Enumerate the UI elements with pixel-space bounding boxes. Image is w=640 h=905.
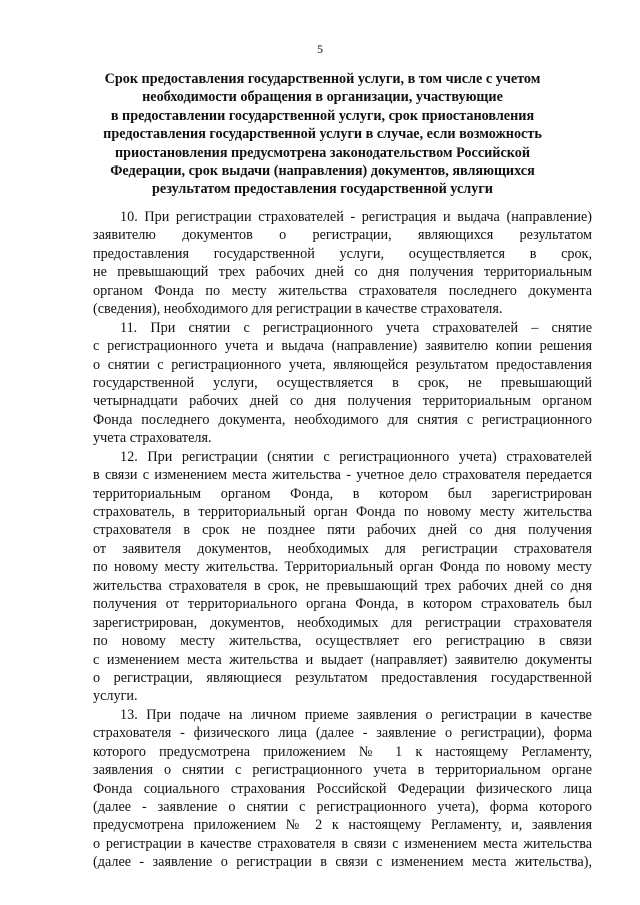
text-line: по новому месту жительства. Территориальный орган Фонда по новому месту xyxy=(93,559,592,576)
paragraph-12 xyxy=(93,448,592,706)
text-line: (далее - заявление о регистрации в связи с изменением места жительства), xyxy=(93,854,592,871)
text-line: государственной услуги, осуществляется в срок, не превышающий xyxy=(93,374,592,391)
text-line: страхователя - физического лица (далее - заявление о регистрации), форма xyxy=(93,725,592,742)
text-line: в связи с изменением места жительства - учетное дело страхователя передается xyxy=(93,467,592,484)
text-line: с регистрационного учета и выдача (направление) заявителю копии решения xyxy=(93,338,592,355)
text-line: зарегистрирован, документов, необходимых для регистрации страхователя xyxy=(93,614,592,631)
text-line: предусмотрена приложением № 2 к настоящему Регламенту, и, заявления xyxy=(93,817,592,834)
text-line: предоставления государственной услуги, осуществляется в срок, xyxy=(93,245,592,262)
section-heading xyxy=(95,70,550,199)
text-line: учета страхователя. xyxy=(93,430,212,447)
page-number: 5 xyxy=(317,42,323,56)
text-line: о снятии с регистрационного учета, являющейся результатом предоставления xyxy=(93,356,592,373)
text-line: услуги. xyxy=(93,688,138,705)
text-line: 12. При регистрации (снятии с регистрационного учета) страхователей xyxy=(120,448,592,465)
text-line: от заявителя документов, необходимых для регистрации страхователя xyxy=(93,540,592,557)
paragraph-13 xyxy=(93,706,592,872)
text-line: с изменением места жительства и выдает (направляет) заявителю документы xyxy=(93,651,592,668)
heading-line: Срок предоставления государственной услуги, в том числе с учетом xyxy=(104,71,541,87)
text-line: которого предусмотрена приложением № 1 к настоящему Регламенту, xyxy=(93,743,592,760)
heading-line: предоставления государственной услуги в случае, если возможность xyxy=(103,126,542,143)
text-line: территориальным органом Фонда, в котором был зарегистрирован xyxy=(93,485,592,502)
text-line: 13. При подаче на личном приеме заявления о регистрации в качестве xyxy=(120,706,592,723)
text-line: (сведения), необходимого для регистрации в качестве страхователя. xyxy=(93,301,503,318)
text-line: 10. При регистрации страхователей - регистрация и выдача (направление) xyxy=(120,209,592,225)
text-line: заявления о снятии с регистрационного учета в территориальном органе xyxy=(93,762,592,779)
text-line: страхователя в срок не позднее пяти рабочих дней со дня получения xyxy=(93,522,592,539)
heading-line: Федерации, срок выдачи (направления) документов, являющихся xyxy=(110,163,535,180)
text-line: о регистрации в качестве страхователя в связи с изменением места жительства xyxy=(93,835,592,852)
paragraph-10 xyxy=(93,208,592,319)
heading-line: результатом предоставления государственной услуги xyxy=(152,181,493,198)
heading-line: необходимости обращения в организации, участвующие xyxy=(142,89,503,106)
text-line: (далее - заявление о снятии с регистрационного учета), форма которого xyxy=(93,799,592,815)
paragraph-11 xyxy=(93,319,592,448)
text-line: по новому месту жительства, осуществляет его регистрацию в связи xyxy=(93,633,592,650)
text-line: Фонда последнего документа, необходимого для снятия с регистрационного xyxy=(93,411,592,428)
text-line: жительства страхователя в срок, не превышающий трех рабочих дней со дня xyxy=(93,577,592,594)
text-line: заявителю документов о регистрации, являющихся результатом xyxy=(93,227,592,244)
heading-line: приостановления предусмотрена законодательством Российской xyxy=(114,144,531,161)
text-line: четырнадцати рабочих дней со дня получения территориальным органом xyxy=(93,393,592,410)
text-line: получения от территориального органа Фонда, в котором страхователь был xyxy=(93,596,592,613)
text-line: Фонда социального страхования Российской Федерации физического лица xyxy=(93,780,592,797)
text-line: не превышающий трех рабочих дней со дня получения территориальным xyxy=(93,264,592,281)
text-line: страхователь, в территориальный орган Фонда по новому месту жительства xyxy=(93,504,592,520)
text-line: о регистрации, являющиеся результатом предоставления государственной xyxy=(93,669,592,686)
body-text xyxy=(93,208,592,872)
text-line: органом Фонда по месту жительства страхователя последнего документа xyxy=(93,282,592,299)
text-line: 11. При снятии с регистрационного учета страхователей – снятие xyxy=(120,319,592,336)
heading-line: в предоставлении государственной услуги, срок приостановления xyxy=(110,107,535,124)
